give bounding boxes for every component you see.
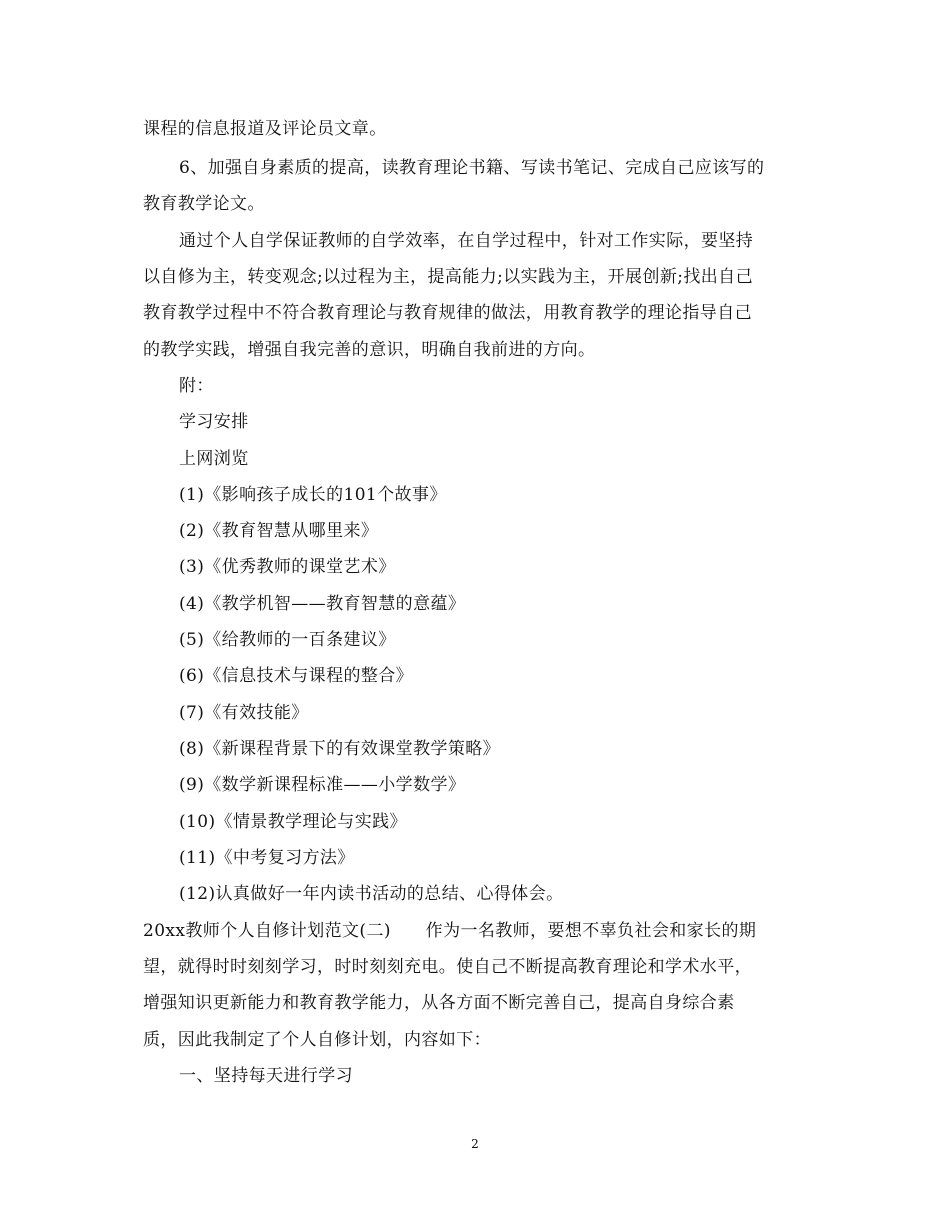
list-item: (2)《教育智慧从哪里来》 — [179, 521, 379, 541]
text-line: 教育教学过程中不符合教育理论与教育规律的做法，用教育教学的理论指导自己 — [143, 303, 752, 323]
list-item: (11)《中考复习方法》 — [179, 848, 355, 868]
list-item: (5)《给教师的一百条建议》 — [179, 630, 396, 650]
text-line: 质，因此我制定了个人自修计划，内容如下： — [143, 1030, 491, 1050]
list-item: (7)《有效技能》 — [179, 703, 309, 723]
list-item: (9)《数学新课程标准——小学数学》 — [179, 775, 466, 795]
list-item: (4)《教学机智——教育智慧的意蕴》 — [179, 594, 466, 614]
list-item: (12)认真做好一年内读书活动的总结、心得体会。 — [179, 884, 564, 904]
text-line: 教育教学论文。 — [143, 194, 265, 214]
section-heading-line: 20xx教师个人自修计划范文(二) 作为一名教师，要想不辜负社会和家长的期 — [143, 921, 757, 941]
list-item: (10)《情景教学理论与实践》 — [179, 812, 407, 832]
list-item: (3)《优秀教师的课堂艺术》 — [179, 557, 396, 577]
list-item: (8)《新课程背景下的有效课堂教学策略》 — [179, 739, 501, 759]
list-item: (1)《影响孩子成长的101个故事》 — [179, 485, 447, 505]
text-line: 上网浏览 — [179, 449, 249, 469]
text-line: 通过个人自学保证教师的自学效率，在自学过程中，针对工作实际，要坚持 — [179, 231, 754, 251]
text-line: 一、坚持每天进行学习 — [179, 1066, 353, 1086]
text-line: 望，就得时时刻刻学习，时时刻刻充电。使自己不断提高教育理论和学术水平， — [143, 957, 752, 977]
list-item: (6)《信息技术与课程的整合》 — [179, 666, 414, 686]
text-line: 学习安排 — [179, 412, 249, 432]
text-line: 课程的信息报道及评论员文章。 — [143, 119, 387, 139]
text-line: 6、加强自身素质的提高，读教育理论书籍、写读书笔记、完成自己应该写的 — [179, 158, 765, 178]
text-line: 的教学实践，增强自我完善的意识，明确自我前进的方向。 — [143, 340, 596, 360]
page-number: 2 — [471, 1137, 479, 1151]
text-line: 附： — [179, 376, 214, 396]
text-line: 增强知识更新能力和教育教学能力，从各方面不断完善自己，提高自身综合素 — [143, 993, 735, 1013]
text-line: 以自修为主，转变观念;以过程为主，提高能力;以实践为主，开展创新;找出自己 — [143, 267, 753, 287]
